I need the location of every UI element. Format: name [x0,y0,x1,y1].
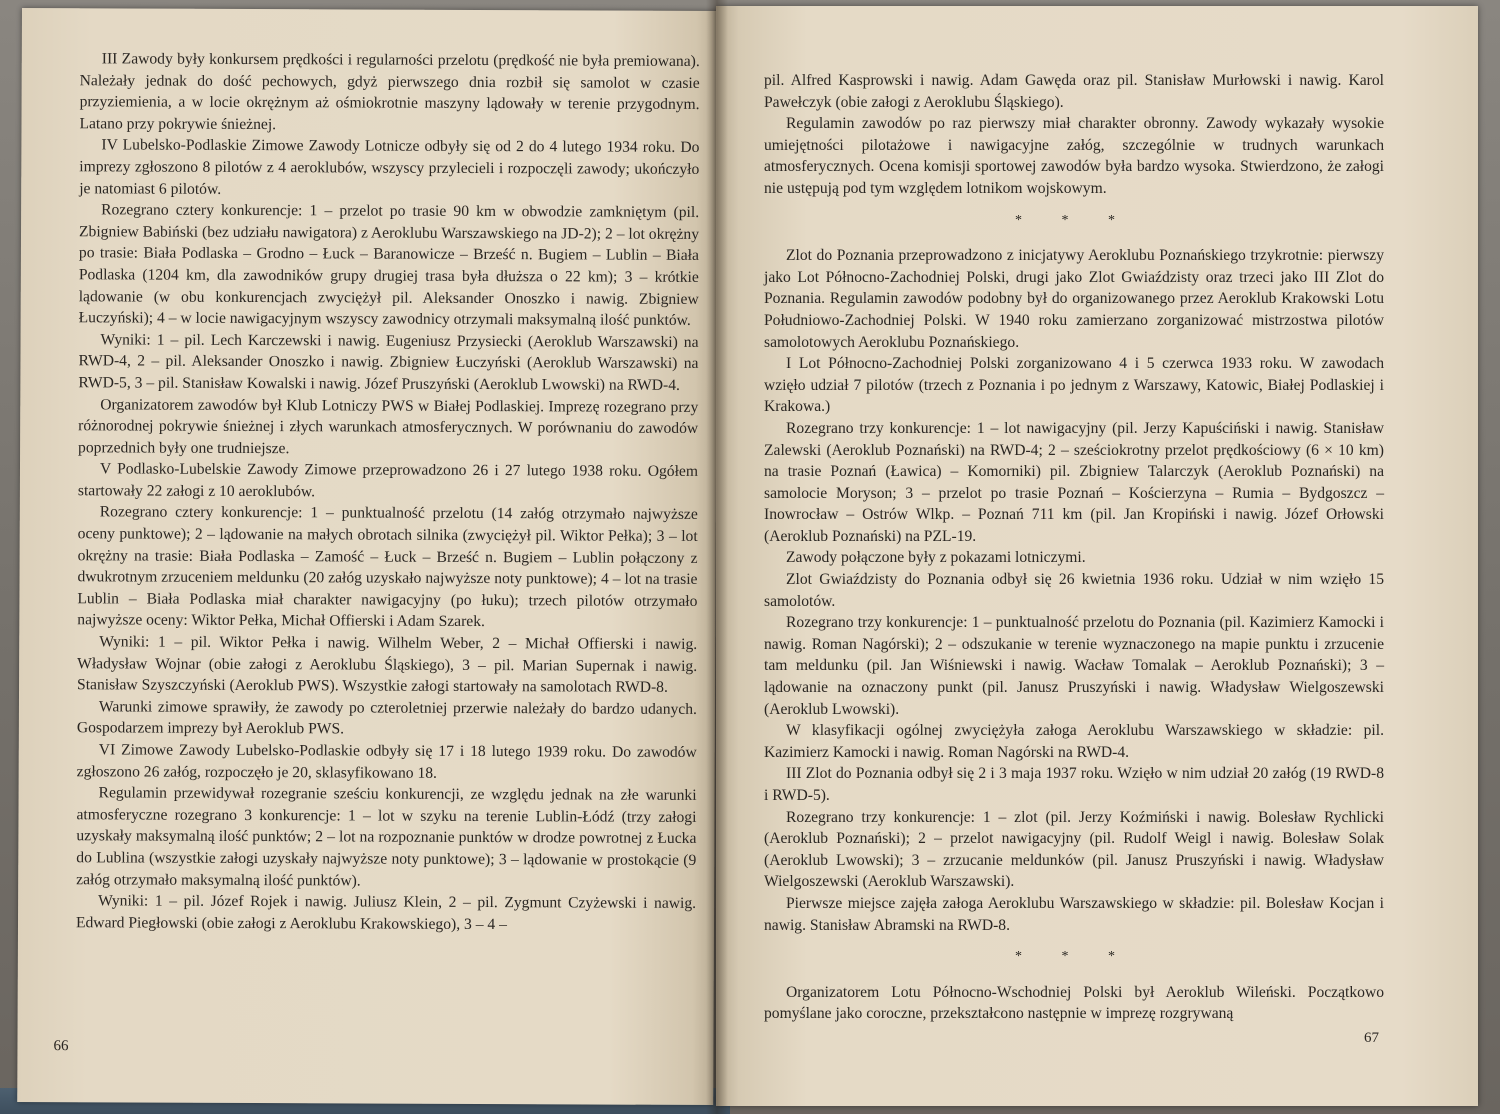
page-number: 67 [1364,1030,1379,1046]
book-gutter [706,0,728,1114]
paragraph: Wyniki: 1 – pil. Józef Rojek i nawig. Juliusz Klein, 2 – pil. Zygmunt Czyżewski i nawig. Edward Piegłowski (obie załogi z Aeroklubu Krakowskiego), 3 – 4 – [75,892,697,933]
paragraph: Organizatorem zawodów był Klub Lotniczy PWS w Białej Podlaskiej. Imprezę rozegrano przy różnorodnej pokrywie śnieżnej i złych warunkach atmosferycznych. W porównaniu do zawodów poprzednich były one trudniejsze. [78,395,699,457]
paragraph: V Podlasko-Lubelskie Zawody Zimowe przeprowadzono 26 i 27 lutego 1938 roku. Ogółem startowały 22 załogi z 10 aeroklubów. [77,460,699,501]
paragraph: Zawody połączone były z pokazami lotniczymi. [786,549,1086,567]
section-separator: * * * [1015,212,1133,228]
paragraph: Rozegrano cztery konkurencje: 1 – punktualność przelotu (14 załóg otrzymało najwyższe oceny punktowe); 2 – lądowanie na małych obrotach silnika (zwyciężył pil. Wiktor Pełka); 3 – lot okrężny na trasie: Biała Podlaska – Zamość – Łuck – Brześć n. Bugiem – Lublin połączony z dwukrotnym zrzuceniem meldunku (20 załóg uzyskało najwyższe noty punktowe); 4 – lot na trasie Lublin – Biała Podlaska miał charakter nawigacyjny (po łuku); trzech pilotów otrzymało najwyższe oceny: Wiktor Pełka, Michał Offierski i Adam Szarek. [77,503,698,631]
paragraph: Zlot Gwiaździsty do Poznania odbył się 26 kwietnia 1936 roku. Udział w nim wzięło 15 samolotów. [764,571,1384,610]
paragraph: Rozegrano cztery konkurencje: 1 – przelot po trasie 90 km w obwodzie zamkniętym (pil. Zbigniew Babiński (bez udziału nawigatora) z Aeroklubu Warszawskiego na JD-2); 2 – lot okrężny po trasie: Biała Podlaska – Grodno – Łuck – Baranowicze – Brześć n. Bugiem – Lublin – Biała Podlaska (1204 km, dla zawodników grupy drugiej trasa była dłuższa o 22 km); 3 – krótkie lądowanie (w obu konkurencjach zwyciężył pil. Aleksander Onoszko i nawig. Zbigniew Łuczyński); 4 – w locie nawigacyjnym wszyscy zawodnicy otrzymali maksymalną ilość punktów. [78,201,700,330]
paragraph: Zlot do Poznania przeprowadzono z inicjatywy Aeroklubu Poznańskiego trzykrotnie: pierwszy jako Lot Północno-Zachodniej Polski, drugi jako Zlot Gwiaździsty oraz trzeci jako III Zlot do Poznania. Regulamin zawodów podobny był do organizowanego przez Aeroklub Krakowski Lotu Południowo-Zachodniej Polski. W 1940 roku zamierzano zorganizować mistrzostwa pilotów samolotowych Aeroklubu Poznańskiego. [764,247,1384,351]
right-page [716,6,1478,1106]
right-page-text [764,70,1384,1025]
paragraph: Pierwsze miejsce zajęła załoga Aeroklubu Warszawskiego w składzie: pil. Bolesław Kocjan i nawig. Stanisław Abramski na RWD-8. [764,894,1384,934]
paragraph: Rozegrano trzy konkurencje: 1 – punktualność przelotu do Poznania (pil. Kazimierz Kamocki i nawig. Roman Nagórski); 2 – odszukanie w terenie wyznaczonego na mapie punktu i zrzucenie tam meldunku (pil. Jan Wiśniewski i nawig. Wacław Tomalak – Aeroklub Poznański); 3 – lądowanie na oznaczony punkt (pil. Janusz Pruszyński i nawig. Władysław Wielgoszewski (Aeroklub Lwowski). [764,614,1384,718]
left-page-text [76,48,700,936]
paragraph: VI Zimowe Zawody Lubelsko-Podlaskie odbyły się 17 i 18 lutego 1939 roku. Do zawodów zgłoszono 26 załóg, rozpoczęło je 20, sklasyfikowano 18. [76,741,697,782]
paragraph: Regulamin przewidywał rozegranie sześciu konkurencji, ze względu jednak na złe warunki atmosferyczne rozegrano 3 konkurencje: 1 – lot w szyku na terenie Lublin-Łódź (trzy załogi uzyskały maksymalną ilość punktów; 2 – lot na rozpoznanie punktów w drodze powrotnej z Łucka do Lublina (wszystkie załogi uzyskały najwyższe noty punktowe); 3 – lądowanie w prostokącie (9 załóg otrzymało maksymalną ilość punktów). [76,784,697,890]
paragraph: Wyniki: 1 – pil. Lech Karczewski i nawig. Eugeniusz Przysiecki (Aeroklub Warszawski) na RWD-4, 2 – pil. Aleksander Onoszko i nawig. Zbigniew Łuczyński (Aeroklub Warszawski) na RWD-5, 3 – pil. Stanisław Kowalski i nawig. Józef Pruszyński (Aeroklub Lwowski) na RWD-4. [78,331,699,394]
paragraph: Rozegrano trzy konkurencje: 1 – lot nawigacyjny (pil. Jerzy Kapuściński i nawig. Stanisław Zalewski (Aeroklub Poznański) na RWD-4; 2 – sześciokrotny przelot prędkościowy (6 × 10 km) na trasie Poznań (Ławica) – Komorniki) pil. Zbigniew Talarczyk (Aeroklub Poznański) na samolocie Moryson; 3 – przelot po trasie Poznań – Kościerzyna – Rumia – Bydgoszcz – Inowrocław – Ostrów Wlkp. – Poznań 711 km (pil. Jan Kropiński i nawig. Józef Orłowski (Aeroklub Poznański) na PZL-19. [764,419,1384,545]
paragraph: Organizatorem Lotu Północno-Wschodniej Polski był Aeroklub Wileński. Początkowo pomyślane jako coroczne, przekształcono następnie w imprezę rozgrywaną [764,983,1384,1023]
paragraph: Wyniki: 1 – pil. Wiktor Pełka i nawig. Wilhelm Weber, 2 – Michał Offierski i nawig. Władysław Wojnar (obie załogi z Aeroklubu Śląskiego), 3 – pil. Marian Supernak i nawig. Stanisław Szyszczyński (Aeroklub PWS). Wszystkie załogi startowały na samolotach RWD-8. [77,633,698,697]
paragraph: W klasyfikacji ogólnej zwyciężyła załoga Aeroklubu Warszawskiego w składzie: pil. Kazimierz Kamocki i nawig. Roman Nagórski na RWD-4. [764,722,1384,761]
paragraph: Rozegrano trzy konkurencje: 1 – zlot (pil. Jerzy Koźmiński i nawig. Bolesław Rychlicki (Aeroklub Poznański); 2 – przelot nawigacyjny (pil. Rudolf Weigl i nawig. Bolesław Solak (Aeroklub Lwowski); 3 – zrzucanie meldunków (pil. Janusz Pruszyński i nawig. Władysław Wielgoszewski (Aeroklub Warszawski). [764,808,1384,891]
paragraph: IV Lubelsko-Podlaskie Zimowe Zawody Lotnicze odbyły się od 2 do 4 lutego 1934 roku. Do imprezy zgłoszono 8 pilotów z 4 aeroklubów, wszyscy przylecieli i rozpoczęli zawody; ukończyło je natomiast 6 pilotów. [79,136,700,198]
section-separator: * * * [1015,949,1133,965]
page-number: 66 [53,1038,69,1055]
paragraph: Regulamin zawodów po raz pierwszy miał charakter obronny. Zawody wykazały wysokie umiejętności pilotażowe i nawigacyjne załóg, szczególnie w trudnych warunkach atmosferycznych. Ocena komisji sportowej zawodów była bardzo wysoka. Stwierdzono, że załogi nie ustępują pod tym względem lotnikom wojskowym. [764,115,1384,197]
paragraph: Warunki zimowe sprawiły, że zawody po czteroletniej przerwie należały do bardzo udanych. Gospodarzem imprezy był Aeroklub PWS. [76,698,697,738]
paragraph: I Lot Północno-Zachodniej Polski zorganizowano 4 i 5 czerwca 1933 roku. W zawodach wzięło udział 7 pilotów (trzech z Poznania i po jednym z Warszawy, Katowic, Białej Podlaskiej i Krakowa.) [764,355,1384,416]
paragraph: III Zlot do Poznania odbył się 2 i 3 maja 1937 roku. Wzięło w nim udział 20 załóg (19 RWD-8 i RWD-5). [764,765,1384,804]
paragraph: pil. Alfred Kasprowski i nawig. Adam Gawęda oraz pil. Stanisław Murłowski i nawig. Karol Pawełczyk (obie załogi z Aeroklubu Śląskiego). [764,72,1384,111]
left-page [17,8,718,1105]
paragraph: III Zawody były konkursem prędkości i regularności przelotu (prędkość nie była premiowana). Należały jednak do dość pechowych, gdyż pierwszego dnia rozbił się samolot w czasie przyziemienia, a w locie okrężnym aż ośmiokrotnie maszyny lądowały w terenie przygodnym. Latano przy pokrywie śnieżnej. [79,50,700,133]
